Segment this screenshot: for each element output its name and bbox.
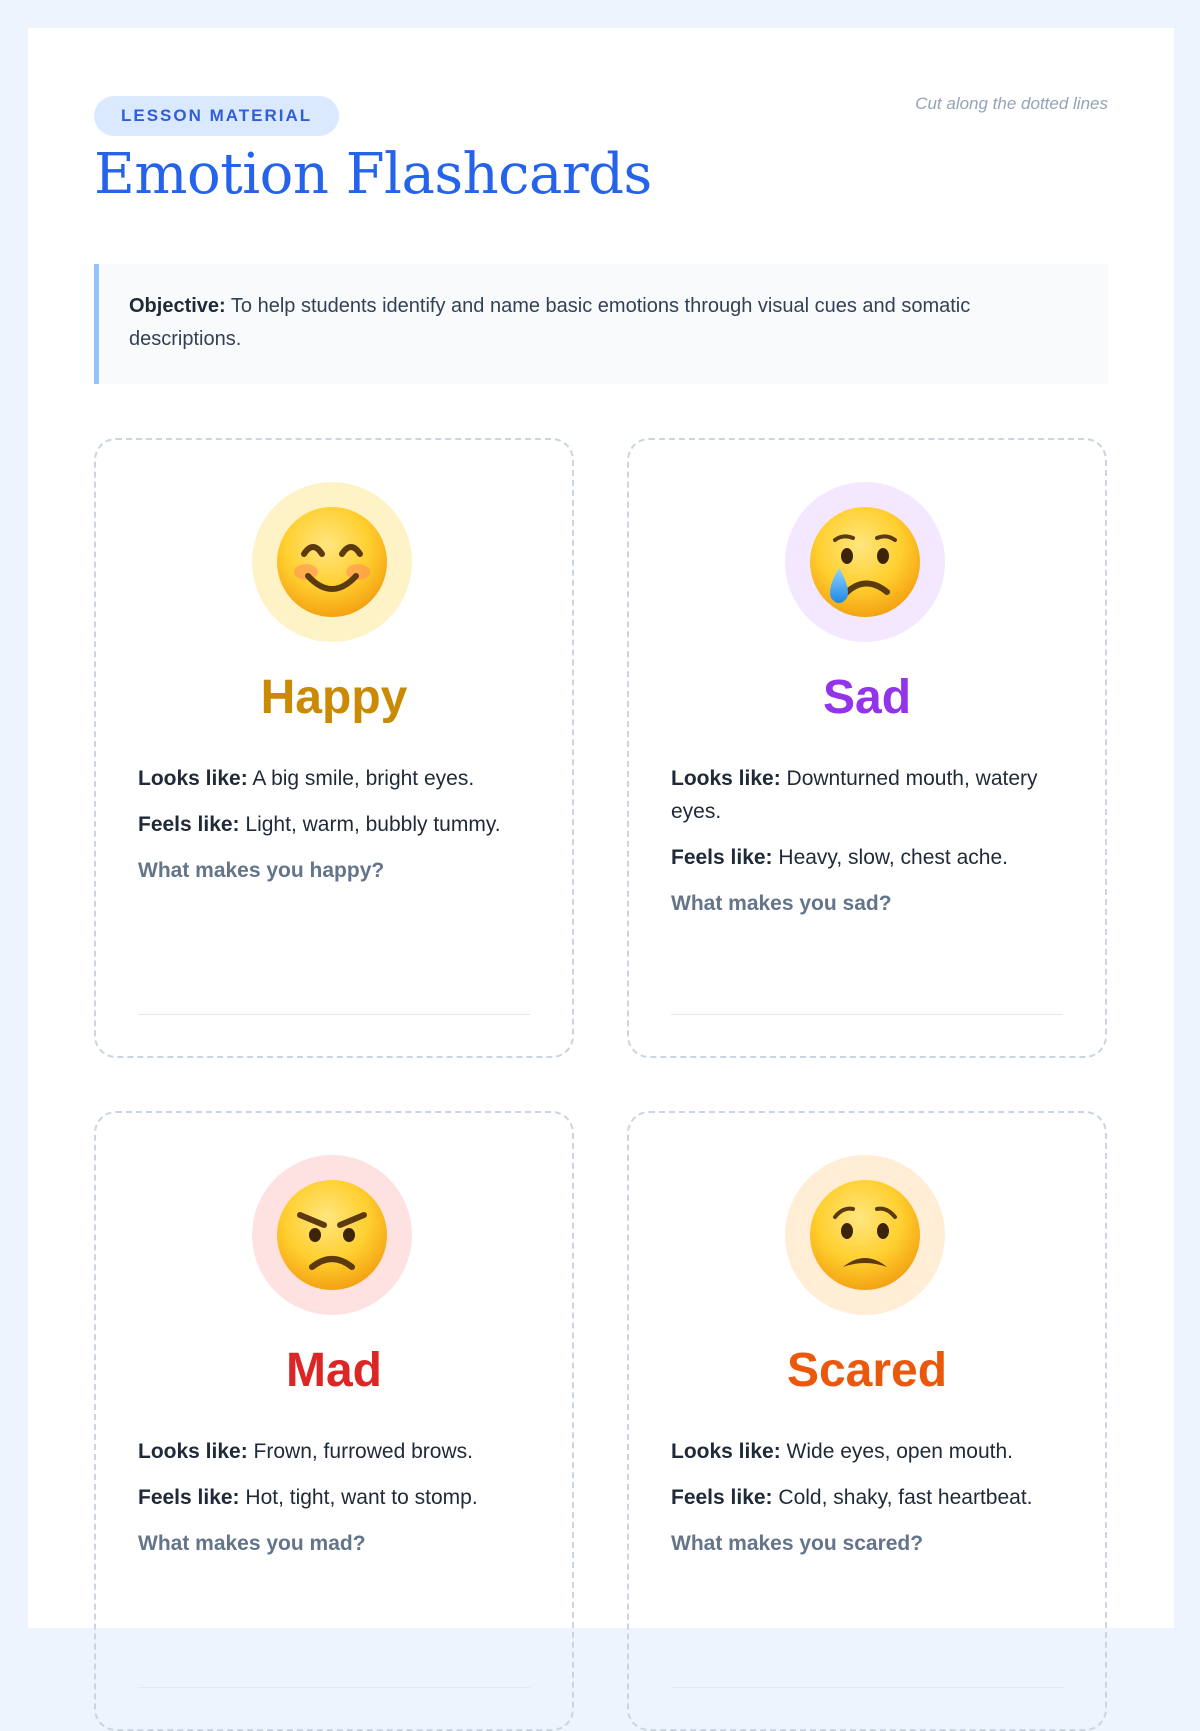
feels-like-label: Feels like:	[671, 1486, 773, 1509]
page-title: Emotion Flashcards	[94, 142, 652, 207]
looks-like-label: Looks like:	[138, 767, 248, 790]
looks-like-text: A big smile, bright eyes.	[252, 767, 475, 790]
feels-like-text: Cold, shaky, fast heartbeat.	[778, 1486, 1033, 1509]
feels-like-label: Feels like:	[138, 813, 240, 836]
answer-line[interactable]	[138, 1014, 530, 1015]
emoji-circle	[785, 482, 945, 642]
feels-like-text: Hot, tight, want to stomp.	[245, 1486, 478, 1509]
worksheet-page	[28, 28, 1174, 1628]
flashcard-sad	[627, 438, 1107, 1058]
emotion-name: Scared	[786, 1344, 948, 1397]
reflection-question: What makes you happy?	[138, 859, 385, 882]
looks-like-text: Wide eyes, open mouth.	[786, 1440, 1014, 1463]
looks-like-text: Frown, furrowed brows.	[253, 1440, 473, 1463]
looks-like-label: Looks like:	[671, 767, 781, 790]
flashcard-mad	[94, 1111, 574, 1731]
reflection-question: What makes you sad?	[671, 892, 892, 915]
emoji-circle	[785, 1155, 945, 1315]
feels-like-label: Feels like:	[138, 1486, 240, 1509]
answer-line[interactable]	[671, 1014, 1063, 1015]
card-body	[671, 762, 1075, 933]
emoji-circle	[252, 1155, 412, 1315]
looks-like-label: Looks like:	[138, 1440, 248, 1463]
looks-like-label: Looks like:	[671, 1440, 781, 1463]
feels-like-text: Light, warm, bubbly tummy.	[245, 813, 501, 836]
objective-box	[94, 264, 1108, 384]
cut-instruction-note: Cut along the dotted lines	[915, 94, 1108, 113]
card-body	[138, 762, 542, 900]
reflection-question: What makes you mad?	[138, 1532, 366, 1555]
looks-like-line	[138, 762, 542, 795]
feels-like-line	[671, 1481, 1075, 1514]
emoji-circle	[252, 482, 412, 642]
looks-like-line	[138, 1435, 542, 1468]
lesson-material-badge: LESSON MATERIAL	[94, 96, 339, 136]
worried-face-icon	[809, 1179, 921, 1291]
emotion-name: Happy	[260, 671, 408, 724]
feels-like-line	[671, 841, 1075, 874]
feels-like-label: Feels like:	[671, 846, 773, 869]
looks-like-text: Downturned mouth, watery eyes.	[671, 767, 1038, 823]
flashcard-scared	[627, 1111, 1107, 1731]
emotion-name: Mad	[286, 1344, 382, 1397]
answer-line[interactable]	[671, 1687, 1063, 1688]
feels-like-line	[138, 1481, 542, 1514]
looks-like-line	[671, 762, 1075, 828]
smiling-face-icon	[276, 506, 388, 618]
objective-text: To help students identify and name basic emotions through visual cues and somatic descriptions.	[129, 295, 971, 350]
looks-like-line	[671, 1435, 1075, 1468]
crying-face-icon	[809, 506, 921, 618]
objective-label: Objective:	[129, 295, 226, 317]
feels-like-text: Heavy, slow, chest ache.	[778, 846, 1008, 869]
flashcard-happy	[94, 438, 574, 1058]
page-header	[94, 28, 1108, 264]
angry-face-icon	[276, 1179, 388, 1291]
feels-like-line	[138, 808, 542, 841]
card-body	[138, 1435, 542, 1573]
card-body	[671, 1435, 1075, 1573]
emotion-name: Sad	[822, 671, 912, 724]
reflection-question: What makes you scared?	[671, 1532, 924, 1555]
answer-line[interactable]	[138, 1687, 530, 1688]
